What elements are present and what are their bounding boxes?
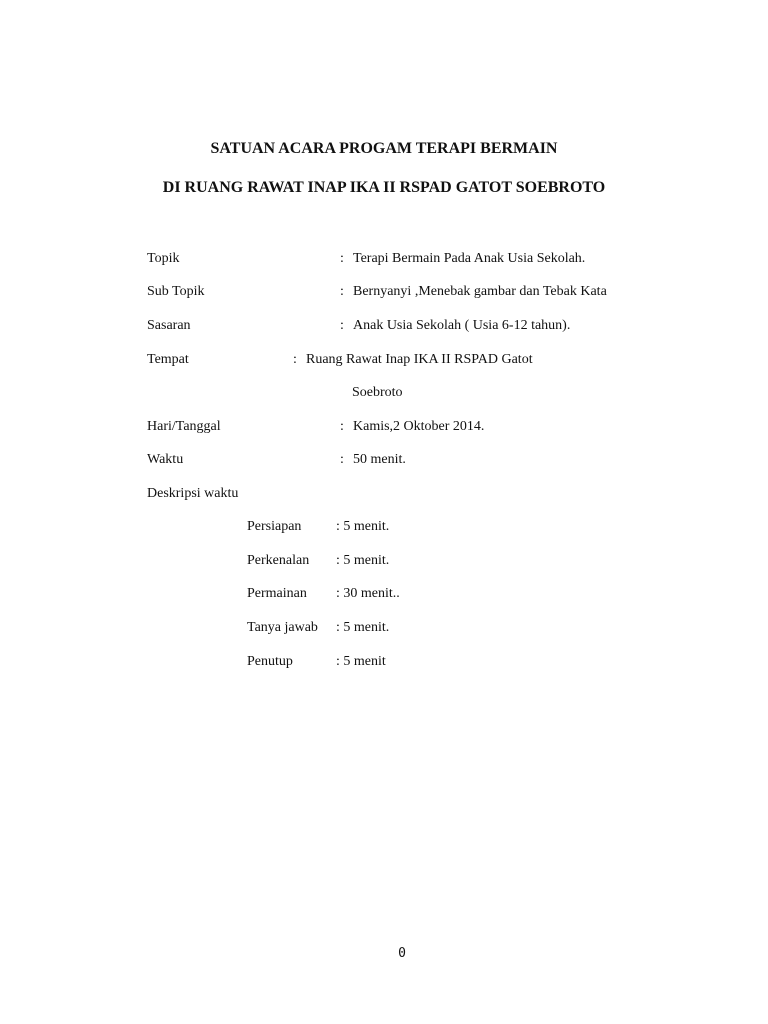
field-label-sasaran: Sasaran: [147, 318, 191, 333]
time-item-value-perkenalan: : 5 menit.: [336, 553, 390, 568]
field-value-sub-topik: Bernyanyi ,Menebak gambar dan Tebak Kata: [353, 284, 607, 299]
time-item-value-penutup: : 5 menit: [336, 654, 386, 669]
time-item-value-persiapan: : 5 menit.: [336, 519, 390, 534]
time-item-value-tanya-jawab: : 5 menit.: [336, 620, 390, 635]
field-label-hari-tanggal: Hari/Tanggal: [147, 419, 221, 434]
field-separator-sasaran: :: [340, 318, 344, 333]
page-number: 0: [398, 946, 406, 961]
time-item-label-permainan: Permainan: [247, 586, 307, 601]
field-separator-tempat: :: [293, 352, 297, 367]
field-value-waktu: 50 menit.: [353, 452, 406, 467]
field-value-tempat-continuation: Soebroto: [352, 385, 403, 400]
field-separator-waktu: :: [340, 452, 344, 467]
field-value-topik: Terapi Bermain Pada Anak Usia Sekolah.: [353, 251, 586, 266]
document-title-line-1: SATUAN ACARA PROGAM TERAPI BERMAIN: [210, 140, 558, 157]
field-value-sasaran: Anak Usia Sekolah ( Usia 6-12 tahun).: [353, 318, 571, 333]
time-item-label-perkenalan: Perkenalan: [247, 553, 310, 568]
field-label-tempat: Tempat: [147, 352, 189, 367]
time-item-label-penutup: Penutup: [247, 654, 293, 669]
field-label-sub-topik: Sub Topik: [147, 284, 205, 299]
time-description-heading: Deskripsi waktu: [147, 486, 239, 501]
time-item-value-permainan: : 30 menit..: [336, 586, 400, 601]
field-value-tempat: Ruang Rawat Inap IKA II RSPAD Gatot: [306, 352, 533, 367]
time-item-label-tanya-jawab: Tanya jawab: [247, 620, 318, 635]
field-separator-hari-tanggal: :: [340, 419, 344, 434]
document-title-line-2: DI RUANG RAWAT INAP IKA II RSPAD GATOT SOEBROTO: [162, 179, 606, 196]
field-separator-sub-topik: :: [340, 284, 344, 299]
field-label-topik: Topik: [147, 251, 180, 266]
field-value-hari-tanggal: Kamis,2 Oktober 2014.: [353, 419, 485, 434]
field-label-waktu: Waktu: [147, 452, 184, 467]
time-item-label-persiapan: Persiapan: [247, 519, 302, 534]
field-separator-topik: :: [340, 251, 344, 266]
